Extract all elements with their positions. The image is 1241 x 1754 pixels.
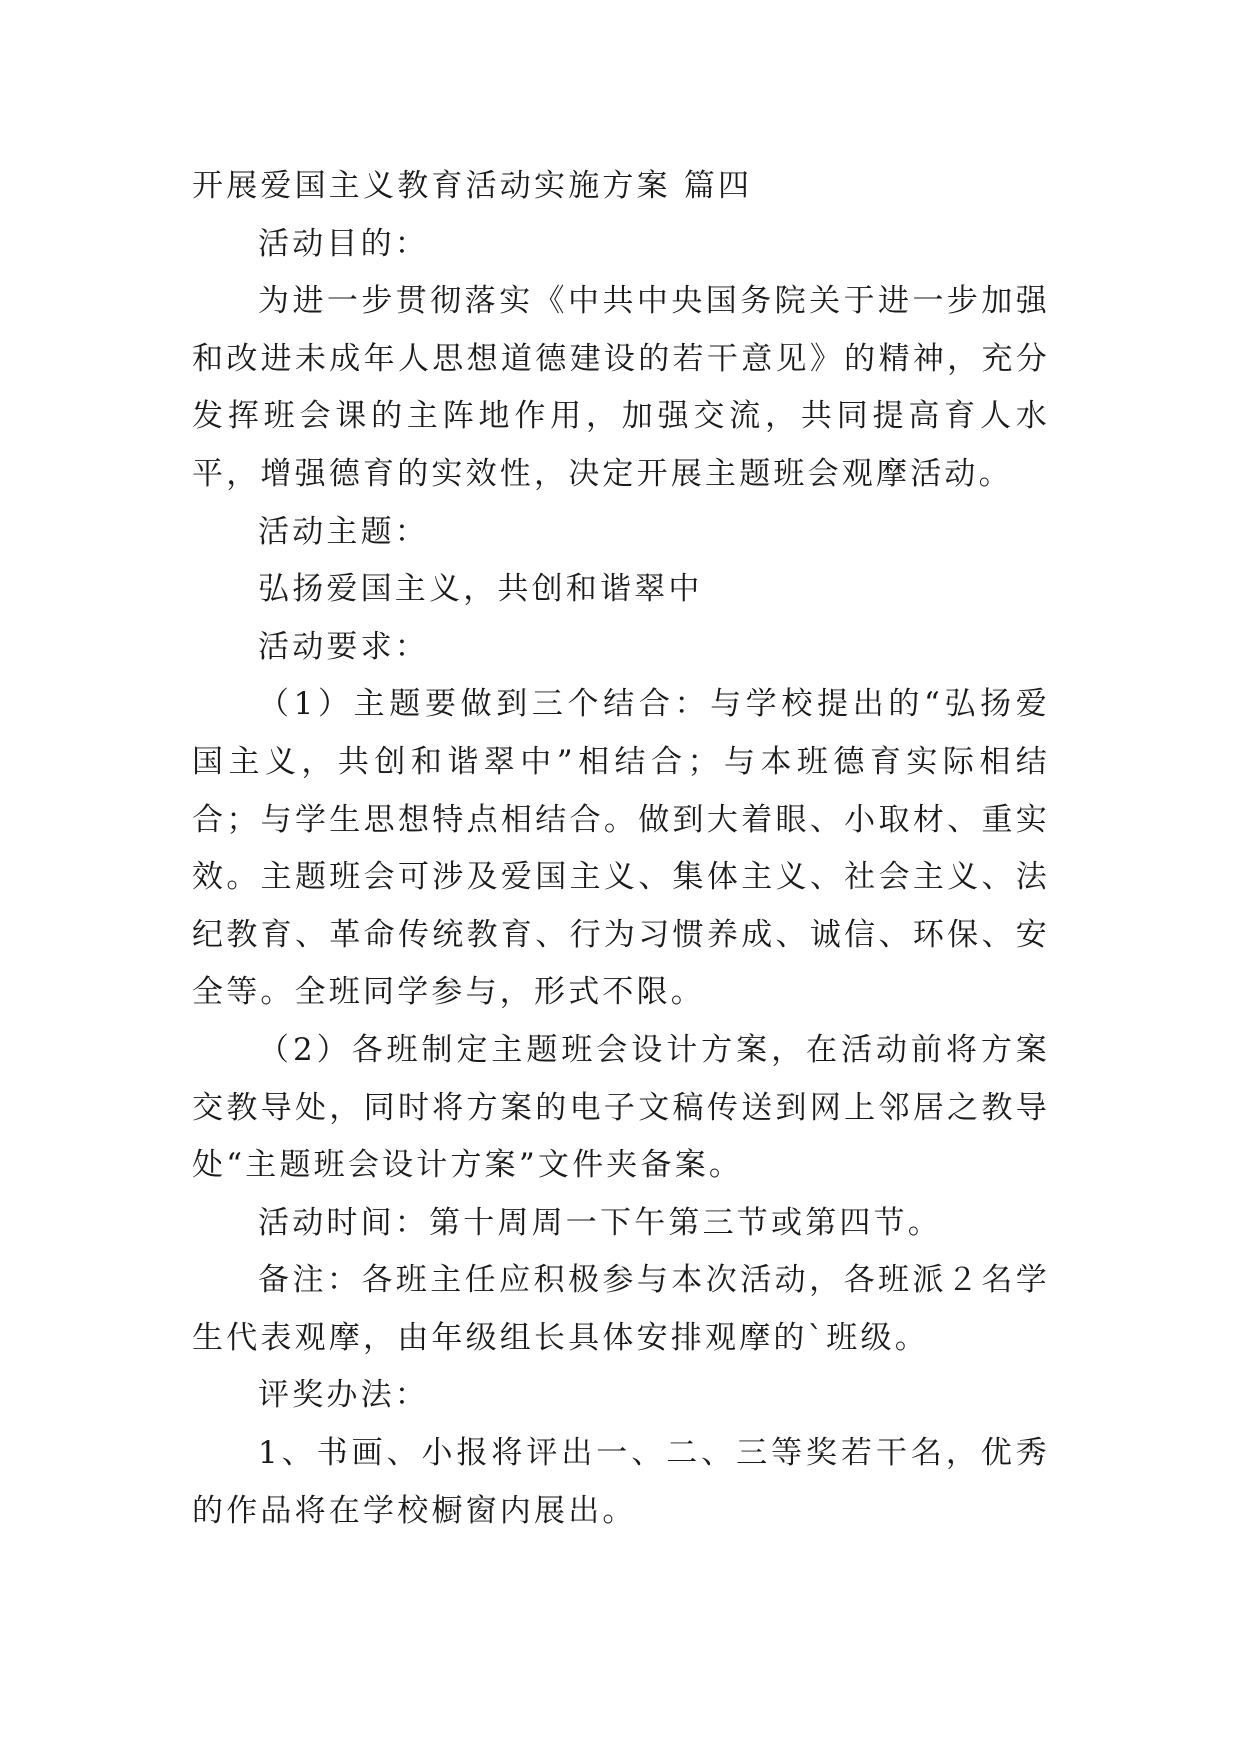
paragraph-note: 备注：各班主任应积极参与本次活动，各班派２名学生代表观摩，由年级组长具体安排观摩的`班级。 <box>192 1262 1050 1356</box>
section-heading-requirements: 活动要求： <box>258 628 429 665</box>
paragraph-requirement-2: （2）各班制定主题班会设计方案，在活动前将方案交教导处，同时将方案的电子文稿传送到网上邻居之教导处“主题班会设计方案”文件夹备案。 <box>192 1031 1050 1184</box>
document-title: 开展爱国主义教育活动实施方案 篇四 <box>192 168 753 204</box>
paragraph-time: 活动时间：第十周周一下午第三节或第四节。 <box>258 1204 942 1241</box>
document-body <box>192 158 1050 1540</box>
paragraph-awards-1: 1、书画、小报将评出一、二、三等奖若干名，优秀的作品将在学校橱窗内展出。 <box>192 1435 1050 1529</box>
section-heading-awards: 评奖办法： <box>258 1377 429 1414</box>
paragraph-purpose: 为进一步贯彻落实《中共中央国务院关于进一步加强和改进未成年人思想道德建设的若干意见》的精神，充分发挥班会课的主阵地作用，加强交流，共同提高育人水平，增强德育的实效性，决定开展主题班会观摩活动。 <box>192 283 1050 492</box>
section-heading-purpose: 活动目的： <box>258 225 429 262</box>
paragraph-theme: 弘扬爱国主义，共创和谐翠中 <box>258 571 703 608</box>
section-heading-theme: 活动主题： <box>258 513 429 550</box>
paragraph-requirement-1: （1）主题要做到三个结合：与学校提出的“弘扬爱国主义，共创和谐翠中”相结合；与本班德育实际相结合；与学生思想特点相结合。做到大着眼、小取材、重实效。主题班会可涉及爱国主义、集体主义、社会主义、法纪教育、革命传统教育、行为习惯养成、诚信、环保、安全等。全班同学参与，形式不限。 <box>192 686 1050 1011</box>
